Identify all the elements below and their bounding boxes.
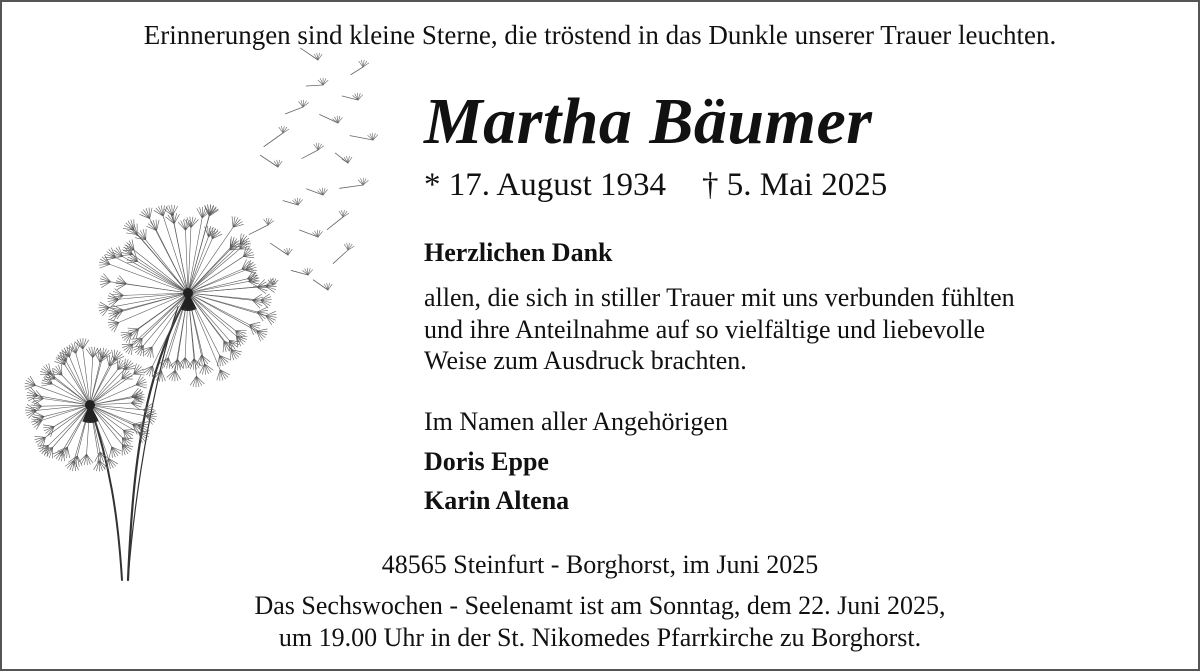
place-date: 48565 Steinfurt - Borghorst, im Juni 2025: [381, 550, 819, 579]
thanks-text: [424, 282, 1015, 377]
motto-text: Erinnerungen sind kleine Sterne, die tröstend in das Dunkle unserer Trauer leuchten.: [143, 20, 1057, 50]
service-info: [0, 590, 1200, 654]
thanks-heading: Herzlichen Dank: [424, 238, 613, 267]
life-dates: [424, 165, 887, 205]
birth-date: * 17. August 1934: [424, 167, 667, 203]
dandelion-illustration: [18, 45, 398, 585]
service-line: Das Sechswochen - Seelenamt ist am Sonntag, dem 22. Juni 2025,: [254, 591, 946, 620]
signer-name: Doris Eppe: [424, 447, 549, 476]
thanks-line: allen, die sich in stiller Trauer mit uns verbunden fühlten: [424, 283, 1015, 312]
death-date: † 5. Mai 2025: [702, 167, 888, 203]
thanks-line: und ihre Anteilnahme auf so vielfältige und liebevolle: [424, 314, 986, 344]
service-line: um 19.00 Uhr in der St. Nikomedes Pfarrkirche zu Borghorst.: [278, 623, 922, 652]
signer-name: Karin Altena: [424, 486, 570, 515]
deceased-name: Martha Bäumer: [424, 85, 873, 158]
thanks-line: Weise zum Ausdruck brachten.: [424, 346, 747, 375]
behalf-text: Im Namen aller Angehörigen: [424, 407, 728, 436]
